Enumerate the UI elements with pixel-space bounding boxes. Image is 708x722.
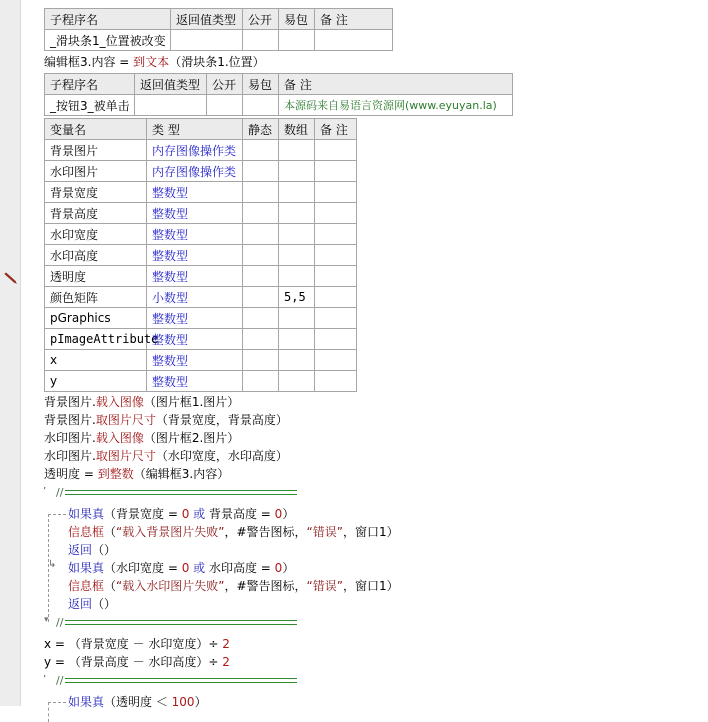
- var-remark-cell[interactable]: [315, 182, 357, 203]
- fold-marker-icon: ’: [43, 674, 47, 685]
- var-static-cell[interactable]: [243, 350, 279, 371]
- remark-cell[interactable]: 本源码来自易语言资源网(www.eyuyan.la): [279, 95, 513, 116]
- variable-row[interactable]: [45, 350, 357, 371]
- var-remark-cell[interactable]: [315, 371, 357, 392]
- var-static-cell[interactable]: [243, 308, 279, 329]
- subroutine-row[interactable]: [45, 95, 513, 116]
- var-name-cell[interactable]: 颜色矩阵: [45, 287, 147, 308]
- epackage-cell[interactable]: [279, 30, 315, 51]
- arrow-right-icon: ↳: [48, 559, 57, 570]
- var-name-cell[interactable]: 背景高度: [45, 203, 147, 224]
- var-array-cell[interactable]: [279, 350, 315, 371]
- var-remark-cell[interactable]: [315, 287, 357, 308]
- variable-row[interactable]: [45, 371, 357, 392]
- var-array-cell[interactable]: [279, 182, 315, 203]
- col-static: 静态: [243, 119, 279, 140]
- var-remark-cell[interactable]: [315, 224, 357, 245]
- remark-cell[interactable]: [315, 30, 393, 51]
- col-var-name: 变量名: [45, 119, 147, 140]
- var-type-cell[interactable]: 整数型: [147, 308, 243, 329]
- var-type-cell[interactable]: 整数型: [147, 203, 243, 224]
- variable-row[interactable]: [45, 266, 357, 287]
- code-line[interactable]: 编辑框3.内容 = 到文本（滑块条1.位置）: [44, 55, 265, 69]
- sub-name-cell[interactable]: _滑块条1_位置被改变: [45, 30, 171, 51]
- var-static-cell[interactable]: [243, 266, 279, 287]
- var-static-cell[interactable]: [243, 224, 279, 245]
- variable-row[interactable]: [45, 329, 357, 350]
- var-static-cell[interactable]: [243, 140, 279, 161]
- col-sub-name: 子程序名: [45, 74, 135, 95]
- var-remark-cell[interactable]: [315, 350, 357, 371]
- return-type-cell[interactable]: [171, 30, 243, 51]
- var-array-cell[interactable]: [279, 266, 315, 287]
- col-remark: 备 注: [279, 74, 513, 95]
- var-name-cell[interactable]: 水印宽度: [45, 224, 147, 245]
- code-line[interactable]: 返回（）: [68, 597, 117, 611]
- var-type-cell[interactable]: 整数型: [147, 371, 243, 392]
- var-remark-cell[interactable]: [315, 140, 357, 161]
- variables-table: [44, 118, 357, 392]
- var-remark-cell[interactable]: [315, 266, 357, 287]
- subroutine-header-row: [45, 9, 393, 30]
- code-editor[interactable]: [44, 8, 704, 711]
- var-static-cell[interactable]: [243, 329, 279, 350]
- code-line[interactable]: y = （背景高度 － 水印高度）÷ 2: [44, 655, 230, 669]
- code-line[interactable]: 水印图片.载入图像（图片框2.图片）: [44, 431, 240, 445]
- col-return-type: 返回值类型: [135, 74, 207, 95]
- var-type-cell[interactable]: 整数型: [147, 350, 243, 371]
- var-array-cell[interactable]: 5,5: [279, 287, 315, 308]
- code-line[interactable]: 水印图片.取图片尺寸（水印宽度，水印高度）: [44, 449, 288, 463]
- var-type-cell[interactable]: 整数型: [147, 224, 243, 245]
- var-static-cell[interactable]: [243, 371, 279, 392]
- if-block: [44, 505, 704, 625]
- pen-icon: [4, 270, 18, 284]
- col-sub-name: 子程序名: [45, 9, 171, 30]
- var-type-cell[interactable]: 内存图像操作类: [147, 161, 243, 182]
- var-array-cell[interactable]: [279, 245, 315, 266]
- var-remark-cell[interactable]: [315, 161, 357, 182]
- var-static-cell[interactable]: [243, 203, 279, 224]
- var-array-cell[interactable]: [279, 308, 315, 329]
- public-cell[interactable]: [243, 30, 279, 51]
- var-name-cell[interactable]: 背景宽度: [45, 182, 147, 203]
- var-type-cell[interactable]: 小数型: [147, 287, 243, 308]
- var-name-cell[interactable]: x: [45, 350, 147, 371]
- code-line[interactable]: ↳ 如果真（水印宽度 = 0 或 水印高度 = 0）: [44, 559, 704, 577]
- code-line[interactable]: 返回（）: [68, 543, 117, 557]
- variable-row[interactable]: [45, 203, 357, 224]
- var-remark-cell[interactable]: [315, 203, 357, 224]
- var-type-cell[interactable]: 整数型: [147, 182, 243, 203]
- return-type-cell[interactable]: [135, 95, 207, 116]
- col-epackage: 易包: [243, 74, 279, 95]
- var-name-cell[interactable]: 透明度: [45, 266, 147, 287]
- var-name-cell[interactable]: y: [45, 371, 147, 392]
- col-public: 公开: [243, 9, 279, 30]
- var-static-cell[interactable]: [243, 182, 279, 203]
- code-body: [44, 393, 704, 711]
- var-array-cell[interactable]: [279, 203, 315, 224]
- variable-row[interactable]: [45, 182, 357, 203]
- var-remark-cell[interactable]: [315, 308, 357, 329]
- separator-comment[interactable]: //: [44, 613, 704, 631]
- var-array-cell[interactable]: [279, 329, 315, 350]
- code-line[interactable]: 信息框（“载入水印图片失败”，#警告图标，“错误”，窗口1）: [68, 579, 399, 593]
- var-type-cell[interactable]: 内存图像操作类: [147, 140, 243, 161]
- editor-gutter: [0, 0, 21, 706]
- var-array-cell[interactable]: [279, 140, 315, 161]
- subroutine-table-1: [44, 8, 393, 51]
- var-static-cell[interactable]: [243, 245, 279, 266]
- col-array: 数组: [279, 119, 315, 140]
- col-var-remark: 备 注: [315, 119, 357, 140]
- variable-row[interactable]: [45, 245, 357, 266]
- col-return-type: 返回值类型: [171, 9, 243, 30]
- code-line[interactable]: 如果真（透明度 ＜ 100）: [68, 695, 207, 709]
- col-var-type: 类 型: [147, 119, 243, 140]
- variables-header-row: [45, 119, 357, 140]
- col-remark: 备 注: [315, 9, 393, 30]
- var-array-cell[interactable]: [279, 224, 315, 245]
- var-type-cell[interactable]: 整数型: [147, 245, 243, 266]
- code-line[interactable]: 如果真（背景宽度 = 0 或 背景高度 = 0）: [68, 507, 295, 521]
- variable-row[interactable]: [45, 140, 357, 161]
- arrow-down-icon: ▾: [44, 615, 49, 625]
- subroutine-table-2: [44, 73, 513, 116]
- subroutine-row[interactable]: [45, 30, 393, 51]
- var-name-cell[interactable]: pGraphics: [45, 308, 147, 329]
- var-remark-cell[interactable]: [315, 245, 357, 266]
- var-name-cell[interactable]: 水印高度: [45, 245, 147, 266]
- separator-comment[interactable]: ’ //: [44, 483, 704, 501]
- var-type-cell[interactable]: 整数型: [147, 266, 243, 287]
- var-array-cell[interactable]: [279, 371, 315, 392]
- variable-row[interactable]: [45, 287, 357, 308]
- subroutine-header-row: [45, 74, 513, 95]
- variable-row[interactable]: [45, 224, 357, 245]
- var-static-cell[interactable]: [243, 161, 279, 182]
- code-line[interactable]: x = （背景宽度 － 水印宽度）÷ 2: [44, 637, 230, 651]
- col-public: 公开: [207, 74, 243, 95]
- variable-row[interactable]: [45, 161, 357, 182]
- var-name-cell[interactable]: 背景图片: [45, 140, 147, 161]
- var-name-cell[interactable]: pImageAttribute: [45, 329, 147, 350]
- code-line[interactable]: 信息框（“载入背景图片失败”，#警告图标，“错误”，窗口1）: [68, 525, 399, 539]
- var-remark-cell[interactable]: [315, 329, 357, 350]
- public-cell[interactable]: [207, 95, 243, 116]
- var-name-cell[interactable]: 水印图片: [45, 161, 147, 182]
- var-array-cell[interactable]: [279, 161, 315, 182]
- sub-name-cell[interactable]: _按钮3_被单击: [45, 95, 135, 116]
- col-epackage: 易包: [279, 9, 315, 30]
- code-line[interactable]: 背景图片.载入图像（图片框1.图片）: [44, 395, 240, 409]
- epackage-cell[interactable]: [243, 95, 279, 116]
- if-block: [44, 693, 704, 711]
- code-line[interactable]: 背景图片.取图片尺寸（背景宽度，背景高度）: [44, 413, 288, 427]
- fold-marker-icon: ’: [43, 486, 47, 497]
- var-type-cell[interactable]: 整数型: [147, 329, 243, 350]
- variable-row[interactable]: [45, 308, 357, 329]
- code-line[interactable]: 透明度 = 到整数（编辑框3.内容）: [44, 467, 230, 481]
- separator-comment[interactable]: ’ //: [44, 671, 704, 689]
- var-static-cell[interactable]: [243, 287, 279, 308]
